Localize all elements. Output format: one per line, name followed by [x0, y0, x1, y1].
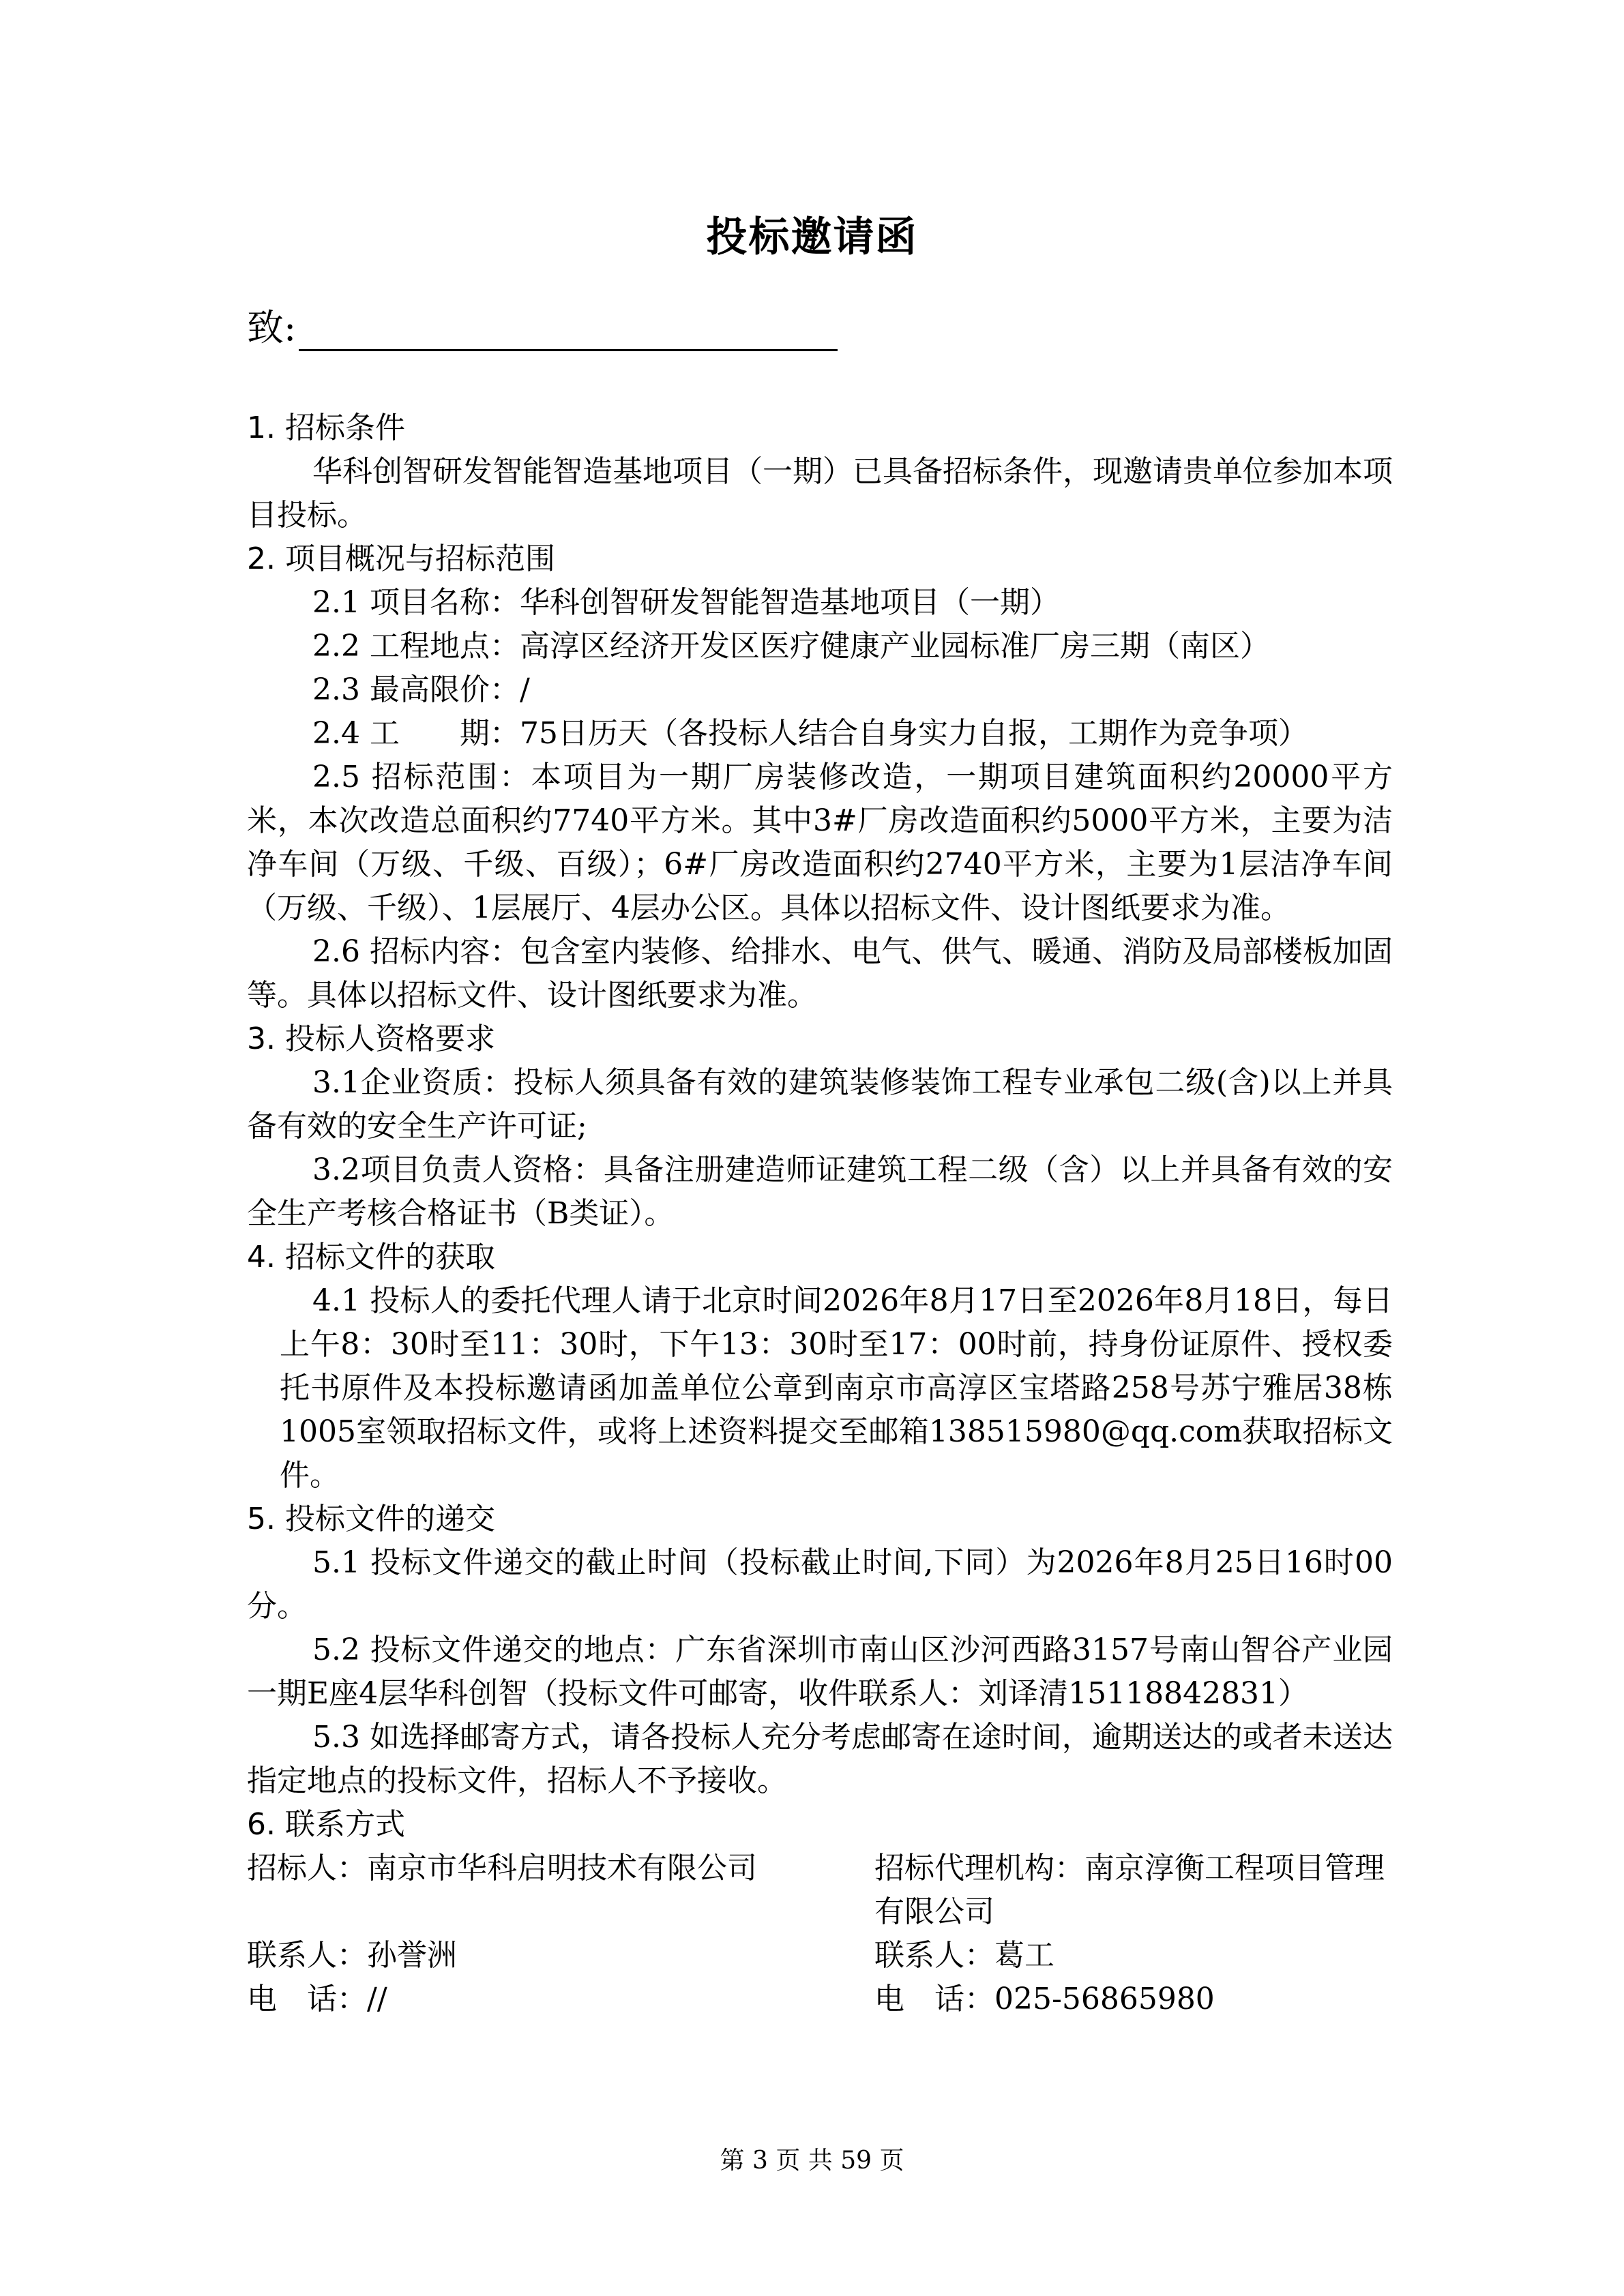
contact-table [247, 1847, 1393, 2021]
tenderer-contact [247, 1847, 861, 2021]
agency-name: 招标代理机构：南京淳衡工程项目管理有限公司 [874, 1851, 1385, 1929]
section-5-item-1: 5.1 投标文件递交的截止时间（投标截止时间,下同）为2026年8月25日16时00分。 [247, 1545, 1393, 1624]
section-2-item-3: 2.3 最高限价：/ [312, 672, 530, 707]
section-1-paragraph: 华科创智研发智能智造基地项目（一期）已具备招标条件，现邀请贵单位参加本项目投标。 [247, 454, 1393, 533]
section-heading-3: 3. 投标人资格要求 [247, 1022, 495, 1056]
section-5-item-3: 5.3 如选择邮寄方式，请各投标人充分考虑邮寄在途时间，逾期送达的或者未送达指定地点的投标文件，招标人不予接收。 [247, 1720, 1393, 1798]
section-3-item-1: 3.1企业资质：投标人须具备有效的建筑装修装饰工程专业承包二级(含)以上并具备有效的安全生产许可证; [247, 1065, 1393, 1144]
recipient-line [247, 299, 838, 351]
recipient-label: 致: [247, 306, 297, 349]
document-title: 投标邀请函 [706, 213, 918, 261]
section-heading-2: 2. 项目概况与招标范围 [247, 541, 555, 576]
document-body [247, 406, 1393, 2021]
tenderer-phone: 电 话：// [247, 1982, 387, 2016]
section-3-item-2: 3.2项目负责人资格：具备注册建造师证建筑工程二级（含）以上并具备有效的安全生产考核合格证书（B类证）。 [247, 1152, 1393, 1231]
agency-contact [874, 1847, 1393, 2021]
agency-phone: 电 话：025-56865980 [874, 1982, 1215, 2016]
tenderer-contact-person: 联系人：孙誉洲 [247, 1938, 457, 1973]
section-heading-6: 6. 联系方式 [247, 1807, 405, 1842]
section-2-item-6: 2.6 招标内容：包含室内装修、给排水、电气、供气、暖通、消防及局部楼板加固等。具体以招标文件、设计图纸要求为准。 [247, 934, 1393, 1013]
section-4-item-1: 4.1 投标人的委托代理人请于北京时间2026年8月17日至2026年8月18日，每日上午8：30时至11：30时，下午13：30时至17：00时前，持身份证原件、授权委托书原件及本投标邀请函加盖单位公章到南京市高淳区宝塔路258号苏宁雅居38栋1005室领取招标文件，或将上述资料提交至邮箱138515980@qq.com获取招标文件。 [280, 1283, 1393, 1493]
section-heading-4: 4. 招标文件的获取 [247, 1240, 495, 1274]
agency-contact-person: 联系人：葛工 [874, 1938, 1054, 1973]
section-2-item-5: 2.5 招标范围：本项目为一期厂房装修改造，一期项目建筑面积约20000平方米，本次改造总面积约7740平方米。其中3#厂房改造面积约5000平方米，主要为洁净车间（万级、千级、百级）；6#厂房改造面积约2740平方米，主要为1层洁净车间（万级、千级）、1层展厅、4层办公区。具体以招标文件、设计图纸要求为准。 [247, 760, 1393, 925]
section-2-item-1: 2.1 项目名称：华科创智研发智能智造基地项目（一期） [312, 585, 1060, 620]
section-heading-5: 5. 投标文件的递交 [247, 1502, 495, 1536]
recipient-blank [299, 314, 838, 351]
section-5-item-2: 5.2 投标文件递交的地点：广东省深圳市南山区沙河西路3157号南山智谷产业园一期E座4层华科创智（投标文件可邮寄，收件联系人：刘译清15118842831） [247, 1632, 1393, 1711]
page-footer: 第 3 页 共 59 页 [720, 2147, 904, 2175]
section-2-item-4: 2.4 工 期：75日历天（各投标人结合自身实力自报，工期作为竞争项） [312, 716, 1308, 751]
section-heading-1: 1. 招标条件 [247, 411, 405, 445]
tenderer-name: 招标人：南京市华科启明技术有限公司 [247, 1851, 757, 1885]
section-2-item-2: 2.2 工程地点：高淳区经济开发区医疗健康产业园标准厂房三期（南区） [312, 629, 1270, 664]
